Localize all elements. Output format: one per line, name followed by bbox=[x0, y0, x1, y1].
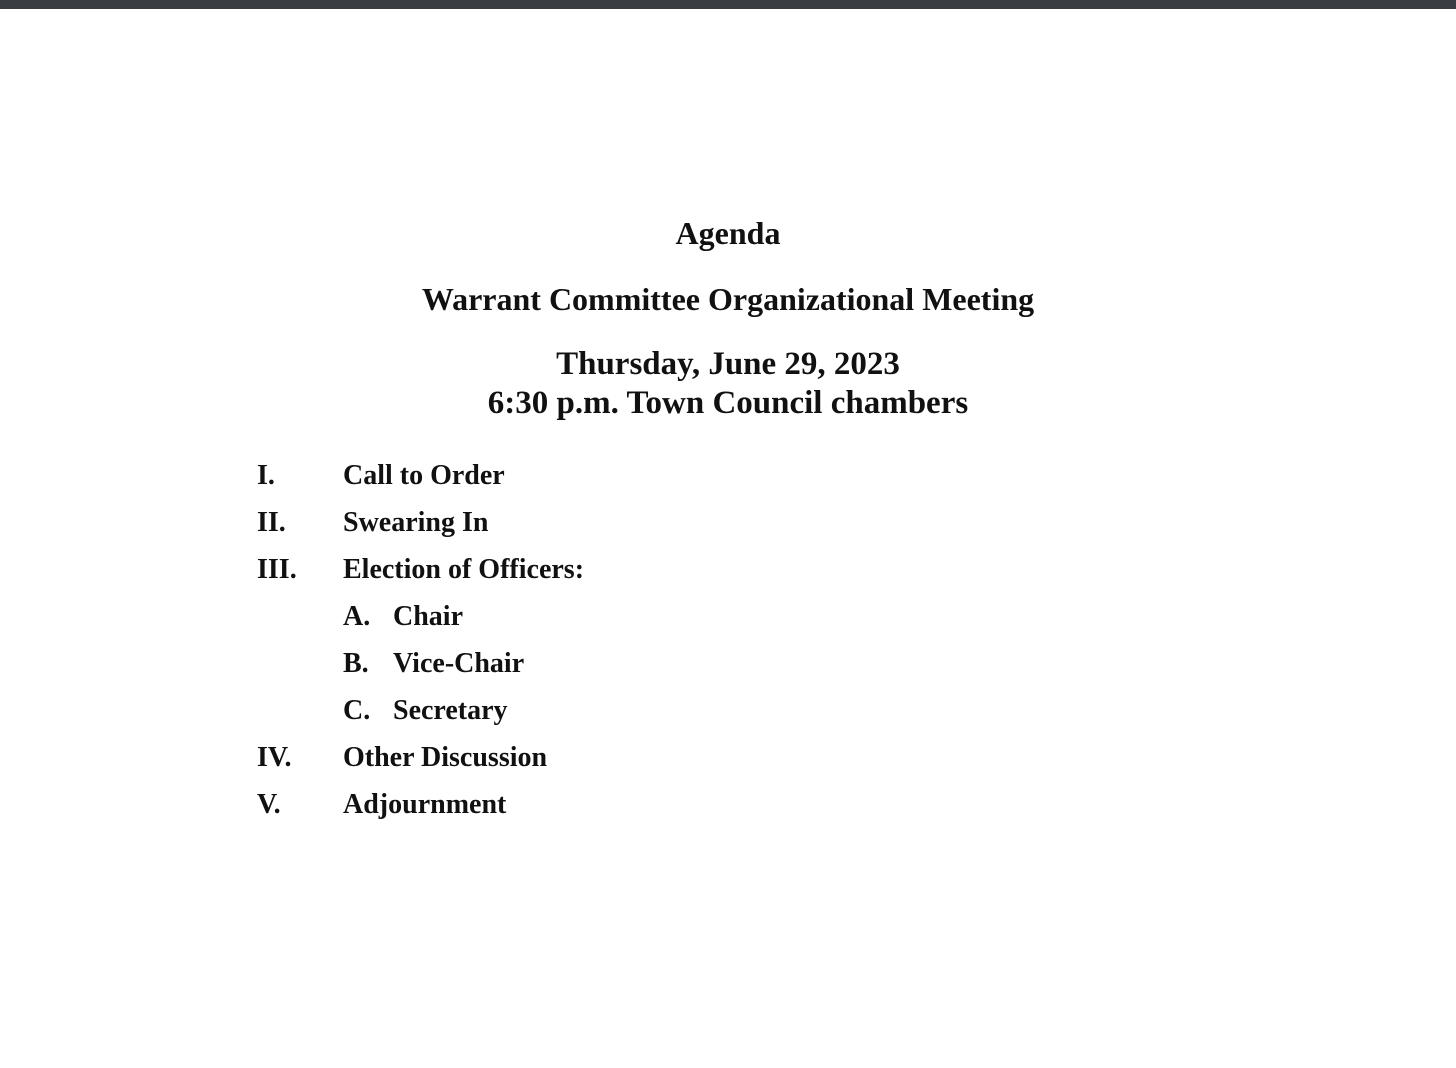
agenda-item bbox=[257, 554, 857, 590]
agenda-subitem-letter: A. bbox=[343, 601, 371, 632]
agenda-item-text: Call to Order bbox=[343, 460, 505, 491]
agenda-item bbox=[257, 742, 857, 778]
agenda-item-text: Swearing In bbox=[343, 507, 489, 538]
agenda-subitem-text: Chair bbox=[393, 601, 463, 632]
agenda-item-number: V. bbox=[257, 789, 281, 820]
agenda-title: Agenda bbox=[675, 215, 781, 251]
document-page bbox=[0, 9, 1456, 1068]
agenda-item bbox=[257, 507, 857, 543]
meeting-date: Thursday, June 29, 2023 bbox=[556, 346, 900, 382]
agenda-subitem-letter: B. bbox=[343, 648, 369, 679]
agenda-subitem-text: Vice-Chair bbox=[393, 648, 525, 679]
agenda-subitem-letter: C. bbox=[343, 695, 371, 726]
meeting-time-location: 6:30 p.m. Town Council chambers bbox=[487, 385, 969, 421]
meeting-title: Warrant Committee Organizational Meeting bbox=[421, 281, 1035, 317]
agenda-item bbox=[257, 789, 857, 825]
window-top-bar bbox=[0, 0, 1456, 9]
agenda-item-number: III. bbox=[257, 554, 297, 585]
agenda-item-number: IV. bbox=[257, 742, 292, 773]
agenda-item-text: Other Discussion bbox=[343, 742, 548, 773]
agenda-subitem-text: Secretary bbox=[393, 695, 508, 726]
agenda-item-text: Election of Officers: bbox=[343, 554, 585, 585]
agenda-item bbox=[257, 460, 857, 496]
agenda-item-number: I. bbox=[257, 460, 275, 491]
agenda-subitem bbox=[343, 601, 843, 637]
agenda-item-number: II. bbox=[257, 507, 286, 538]
agenda-subitem bbox=[343, 648, 843, 684]
agenda-item-text: Adjournment bbox=[343, 789, 507, 820]
agenda-subitem bbox=[343, 695, 843, 731]
